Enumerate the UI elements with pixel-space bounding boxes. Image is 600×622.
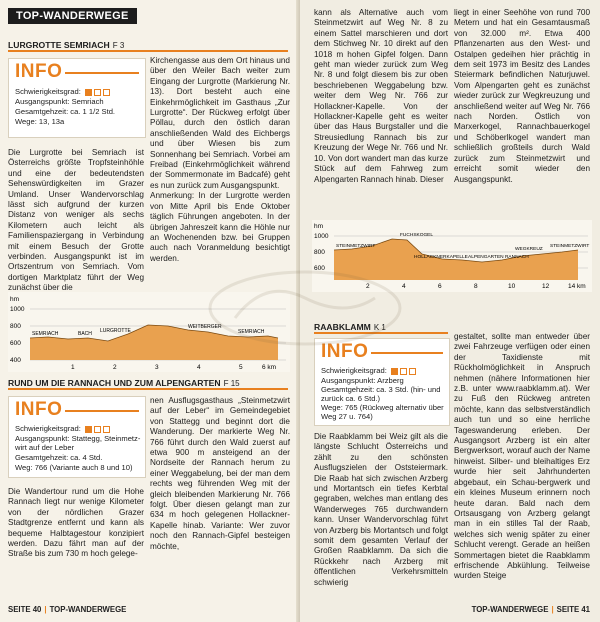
info-underline (371, 352, 443, 354)
section-title-text: RUND UM DIE RANNACH UND ZUM ALPENGARTEN (8, 378, 221, 388)
place-label: FUCHSKOGEL (400, 233, 434, 238)
text-col-lurgrotte-2: Kirchengasse aus dem Ort hinaus und über den Weiler Bach weiter zum Eingang der Lurgrotte (Markierung Nr. 13). Dort besteht auch eine Einkehrmöglichkeit im Gasthaus „Zur Lurgrotte“. Der Rückweg erfolgt über Pöllau, durch den östlich daran anschließenden Wald des Eichbergs und über Wiesen bis zum Sonnenhang bei Semriach. Vorbei am Freibad (Einkehrmöglichkeit während der Sommermonate im Badcafé) geht es nun zurück zum Ausgangspunkt. Anmerkung: In der Lurgrotte werden von Mitte April bis Ende Oktober täglich Führungen angeboten. In der übrigen Jahreszeit kann die Höhle nur an Wochenenden bzw. bei Gruppen auch nach Voranmeldung besichtigt werden. (150, 56, 290, 263)
place-label: BACH (78, 331, 92, 337)
x-tick: 4 (402, 283, 406, 290)
start-point: Ausgangspunkt: Semriach (15, 97, 104, 106)
difficulty-box-empty (400, 368, 407, 375)
x-unit: 14 km (568, 283, 586, 290)
x-tick: 2 (366, 283, 370, 290)
elevation-profile-rannach (312, 220, 592, 292)
y-tick: 400 (10, 357, 21, 364)
footer-section: TOP-WANDERWEGE (49, 605, 127, 614)
y-tick: 1000 (10, 306, 25, 313)
info-title: INFO (15, 61, 63, 82)
total-time: Gesamtgehzeit: ca. 3 Std. (hin- und (321, 385, 441, 394)
difficulty-row (321, 366, 416, 375)
difficulty-box-empty (409, 368, 416, 375)
text-col-rannach-2: nen Ausflugsgasthaus „Steinmetzwirt auf der Leber“ im Gemeindegebiet von Stattegg und beginnt dort die Wanderung. Der markierte Weg Nr. 766 führt durch den Wald zuerst auf etwa 900 m ansteigend an der Nordseite der Rannach herum zu einer Weggabelung, bei der man dem rechts weg führenden Weg mit der gleich bleibenden Markierung Nr. 766 folgt. Über diesen gelangt man zur 634 m hoch gelegenen Hollackner-Kapelle hinab. Variante: Wer zuvor noch den Rannach-Gipfel besteigen möchte, (150, 396, 290, 551)
x-tick: 10 (508, 283, 516, 290)
text-col-lurgrotte-1: Die Lurgrotte bei Semriach ist Österreichs größte Tropfsteinhöhle und eine der bedeutendsten Sehenswürdigkeiten im Grazer Umland. Unser Wandervorschlag lässt sich aufgrund der kurzen Distanz von weniger als sechs Kilometern auch leicht als Familienspaziergang in Verbindung mit einem Besuch der Grotte verbinden. Ausgangspunkt ist im Ortszentrum von Semriach. Vom dortigen Marktplatz führt der Weg zunächst über die (8, 148, 144, 293)
x-tick: 1 (71, 364, 75, 371)
difficulty-box-empty (103, 426, 110, 433)
difficulty-label: Schwierigkeitsgrad: (15, 87, 81, 96)
difficulty-label: Schwierigkeitsgrad: (15, 424, 81, 433)
x-tick: 6 (438, 283, 442, 290)
info-title: INFO (321, 341, 369, 362)
x-tick: 2 (113, 364, 117, 371)
footer-left: SEITE 40 | TOP-WANDERWEGE (8, 605, 127, 614)
total-time: Gesamtgehzeit: ca. 1 1/2 Std. (15, 107, 116, 116)
chart-unit: hm (314, 223, 324, 230)
place-label: STEINMETZWIRT (336, 244, 376, 249)
routes: Wege: 13, 13a (15, 117, 65, 126)
info-title: INFO (15, 399, 63, 420)
right-page (300, 0, 600, 622)
y-tick: 600 (10, 340, 21, 347)
x-tick: 4 (197, 364, 201, 371)
page-header: TOP-WANDERWEGE (8, 8, 137, 24)
difficulty-box-filled (391, 368, 398, 375)
x-tick: 3 (155, 364, 159, 371)
x-tick: 5 (239, 364, 243, 371)
info-box-raabklamm (314, 338, 450, 426)
y-tick: 800 (314, 249, 325, 256)
difficulty-box-empty (94, 89, 101, 96)
info-box-rannach (8, 396, 146, 478)
y-tick: 600 (314, 265, 325, 272)
info-underline (65, 410, 139, 412)
place-label: HOLLACKNERKAPELLE (414, 255, 468, 260)
total-time-cont: zurück ca. 6 Std.) (321, 394, 381, 403)
x-tick: 12 (542, 283, 550, 290)
difficulty-box-filled (85, 426, 92, 433)
text-col-rannach-1: Die Wandertour rund um die Hohe Rannach liegt nur wenige Kilometer von der nördlichen Grazer Stadtgrenze entfernt und kann als bequeme Halbtagestour konzipiert werden. Dazu fährt man auf der Straße bis zum 730 m hoch gelege- (8, 487, 144, 559)
text-col-raabklamm-1: Die Raabklamm bei Weiz gilt als die längste Schlucht Österreichs und zählt zu den schönsten Ausflugszielen der Oststeiermark. Die Raab hat sich zwischen Arzberg und Mortantsch ein tiefes Kerbtal gegraben, welches man entlang des Wanderweges 765 durchwandern kann. Unser Wandervorschlag führt von Arzberg bis Mortantsch und folgt somit dem gesamten Verlauf der Großen Raabklamm. Da sich die Rückkehr nach Arzberg mit öffentlichen Verkehrsmitteln schwierig (314, 432, 448, 587)
elevation-profile-lurgrotte (8, 292, 290, 372)
x-tick: 8 (474, 283, 478, 290)
start-point: Ausgangspunkt: Stattegg, Steinmetz- (15, 434, 141, 443)
difficulty-box-empty (103, 89, 110, 96)
section-title-lurgrotte (8, 40, 288, 52)
text-col-right-1: kann als Alternative auch vom Steinmetzwirt auf Weg Nr. 8 zu einem Sattel marschieren und dort dem Stichweg Nr. 10 direkt auf den 1018 m hohen Gipfel folgen. Dann geht man wieder zurück zum Weg Nr. 8 und folgt diesem bis zur oben beschriebenen Weggabelung bzw. weiter dem Weg Nr. 766 zur Hollackner-Kapelle. Von der Hollackner-Kapelle geht es weiter über das Haus Burgstaller und die Streusiedlung Rannach bis zur Kreuzung der Wege Nr. 766 und Nr. 10. Von dort wandert man das kurze Stück auf dem Fahrweg zum Alpengarten Rannach hinab. Dieser (314, 8, 448, 184)
section-title-text: LURGROTTE SEMRIACH (8, 40, 110, 50)
footer-right: TOP-WANDERWEGE | SEITE 41 (471, 605, 590, 614)
place-label: WEITBERGER (188, 324, 222, 330)
y-tick: 1000 (314, 233, 329, 240)
start-point: Ausgangspunkt: Arzberg (321, 376, 404, 385)
routes-cont: Weg 27 u. 764) (321, 412, 373, 421)
x-unit: 6 km (262, 364, 277, 371)
place-label: LURGROTTE (100, 328, 131, 334)
section-title-rannach (8, 378, 288, 390)
left-page (0, 0, 298, 622)
page-number: SEITE 40 (8, 605, 42, 614)
difficulty-box-filled (85, 89, 92, 96)
difficulty-label: Schwierigkeitsgrad: (321, 366, 387, 375)
section-code: F 15 (223, 379, 240, 388)
footer-section: TOP-WANDERWEGE (471, 605, 549, 614)
y-tick: 800 (10, 323, 21, 330)
text-col-raabklamm-2: gestaltet, sollte man entweder über zwei Fahrzeuge verfügen oder einen der Taxidienste mit Rückholmöglichkeit in Anspruch nehmen (nähere Informationen hier z.B. unter www.raabklamm.at). Wer zu Fuß den Rückweg antreten möchte, kann das selbstverständlich auch tun und so eine herrliche Tageswanderung erleben. Der Ausgangsort Arzberg ist ein alter Bergwerksort, worauf auch der Name hinweist. Silber- und bleihaltiges Erz wurde hier seit Jahrhunderten abgebaut, ein Schau-bergwerk und ein kleines Museum erinnern noch heute daran. Bald nach dem Ortsausgang von Arzberg gelangt man in ein stilles Tal der Raab, welches sich wenig später zu einer Schlucht verengt. Gerade an heißen Sommertagen bietet die Raabklamm erfrischende Abkühlung. Teilweise wurden Steige (454, 332, 590, 581)
place-label: STEINMETZWIRT (550, 244, 590, 249)
text-col-right-2: liegt in einer Seehöhe von rund 700 Metern und hat ein Gesamtausmaß von 32.000 m². Etwa 400 Pflanzenarten aus den West- und Ostalpen gedeihen hier prächtig in dem seit 1973 im Besitz des Landes Steiermark befindlichen Naturjuwel. Vom Alpengarten geht es zunächst wieder zurück zur Wegkreuzung und anschließend weiter auf Weg Nr. 766 nach Norden. Östlich von Marxerkogel, Rannachbauerkogel und Schöberlkogel wandert man schließlich großteils durch Wald zurück zum Steinmetzwirt und erreicht somit wieder den Ausgangspunkt. (454, 8, 590, 184)
start-point-cont: wirt auf der Leber (15, 443, 75, 452)
info-box-lurgrotte (8, 58, 146, 138)
place-label: ALPENGARTEN RANNACH (468, 255, 529, 260)
routes: Weg: 766 (Variante auch 8 und 10) (15, 463, 133, 472)
place-label: SEMRIACH (238, 329, 265, 335)
info-underline (65, 72, 139, 74)
page-number: SEITE 41 (556, 605, 590, 614)
routes: Wege: 765 (Rückweg alternativ über (321, 403, 444, 412)
difficulty-box-empty (94, 426, 101, 433)
section-code: F 3 (112, 41, 125, 50)
section-title-text: RAABKLAMM (314, 322, 371, 332)
difficulty-row (15, 87, 110, 96)
section-code: K 1 (373, 323, 386, 332)
place-label: SEMRIACH (32, 331, 59, 337)
total-time: Gesamtgehzeit: ca. 4 Std. (15, 453, 103, 462)
place-label: WEGKREUZ (515, 247, 543, 252)
section-title-raabklamm (314, 322, 448, 334)
difficulty-row (15, 424, 110, 433)
chart-unit: hm (10, 296, 20, 303)
